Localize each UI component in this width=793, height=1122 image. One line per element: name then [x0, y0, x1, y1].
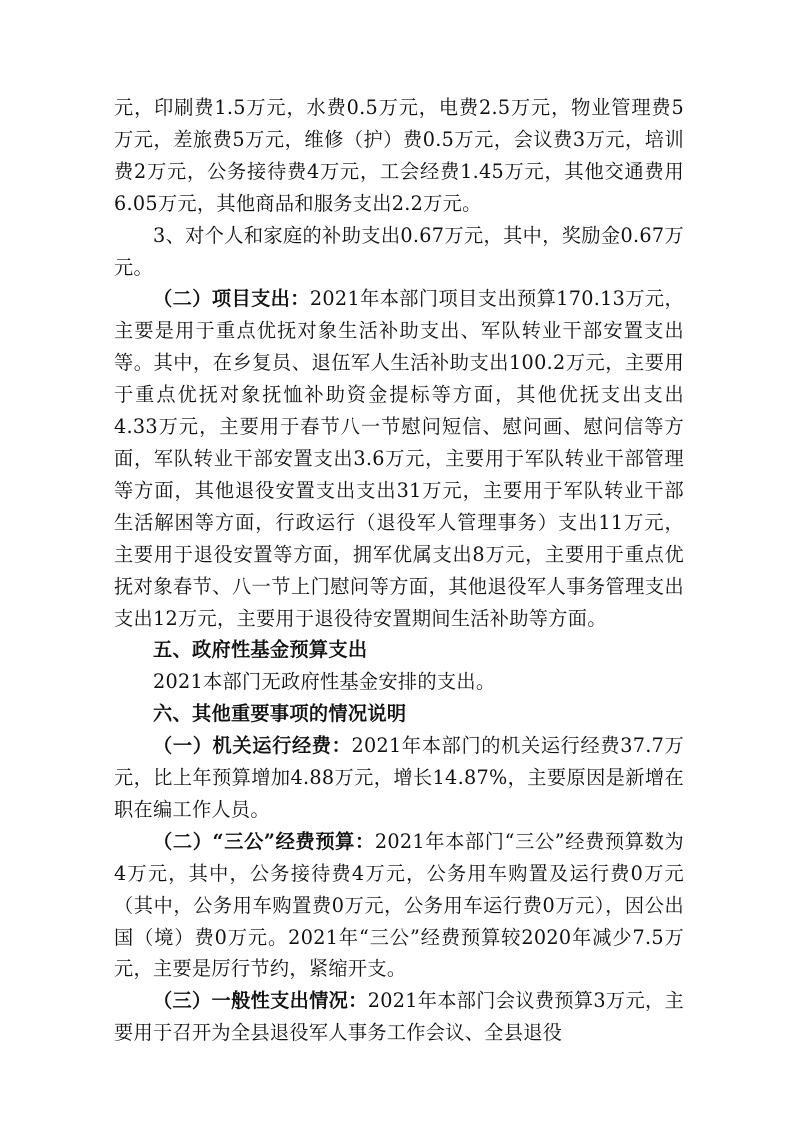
paragraph-operating-funds: [114, 730, 684, 826]
paragraph-lead: （二）“三公”经费预算：: [153, 829, 375, 853]
paragraph-text: 2021年本部门“三公”经费预算数为4万元，其中，公务接待费4万元，公务用车购置及运行费0万元（其中，公务用车购置费0万元，公务用车运行费0万元），因公出国（境）费0万元。2021年“三公”经费预算较2020年减少7.5万元，主要是厉行节约，紧缩开支。: [114, 829, 684, 981]
paragraph-office-expenses: [114, 92, 684, 220]
paragraph-lead: （三）一般性支出情况：: [153, 989, 368, 1013]
paragraph-text: 3、对个人和家庭的补助支出0.67万元，其中，奖励金0.67万元。: [114, 223, 684, 279]
paragraph-lead: （一）机关运行经费：: [153, 734, 352, 758]
paragraph-lead: （二）项目支出：: [153, 287, 310, 311]
paragraph-text: 2021年本部门项目支出预算170.13万元，主要是用于重点优抚对象生活补助支出、军队转业干部安置支出等。其中，在乡复员、退伍军人生活补助支出100.2万元，主要用于重点优抚对象抚恤补助资金提标等方面，其他优抚支出支出4.33万元，主要用于春节八一节慰问短信、慰问画、慰问信等方面，军队转业干部安置支出3.6万元，主要用于军队转业干部管理等方面，其他退役安置支出支出31万元，主要用于军队转业干部生活解困等方面，行政运行（退役军人管理事务）支出11万元，主要用于退役安置等方面，拥军优属支出8万元，主要用于重点优抚对象春节、八一节上门慰问等方面，其他退役军人事务管理支出支出12万元，主要用于退役待安置期间生活补助等方面。: [114, 287, 684, 630]
section-heading-other-matters: 六、其他重要事项的情况说明: [153, 702, 407, 726]
paragraph-project-expenditure: [114, 283, 684, 634]
paragraph-three-public-funds: [114, 826, 684, 986]
paragraph-text: 2021年本部门会议费预算3万元，主要用于召开为全县退役军人事务工作会议、全县退役: [114, 989, 684, 1045]
paragraph-text: 元，印刷费1.5万元，水费0.5万元，电费2.5万元，物业管理费5万元，差旅费5万元，维修（护）费0.5万元，会议费3万元，培训费2万元，公务接待费4万元，工会经费1.45万元，其他交通费用6.05万元，其他商品和服务支出2.2万元。: [114, 96, 684, 215]
paragraph-text: 2021年本部门的机关运行经费37.7万元，比上年预算增加4.88万元，增长14.87%，主要原因是新增在职在编工作人员。: [114, 734, 685, 821]
section-heading-government-fund: 五、政府性基金预算支出: [153, 638, 368, 662]
paragraph-general-expenditure: [114, 985, 684, 1049]
paragraph-text: 2021本部门无政府性基金安排的支出。: [153, 670, 496, 694]
paragraph-government-fund: [114, 666, 684, 698]
paragraph-personal-subsidy: [114, 220, 684, 284]
document-page: [114, 92, 684, 1049]
